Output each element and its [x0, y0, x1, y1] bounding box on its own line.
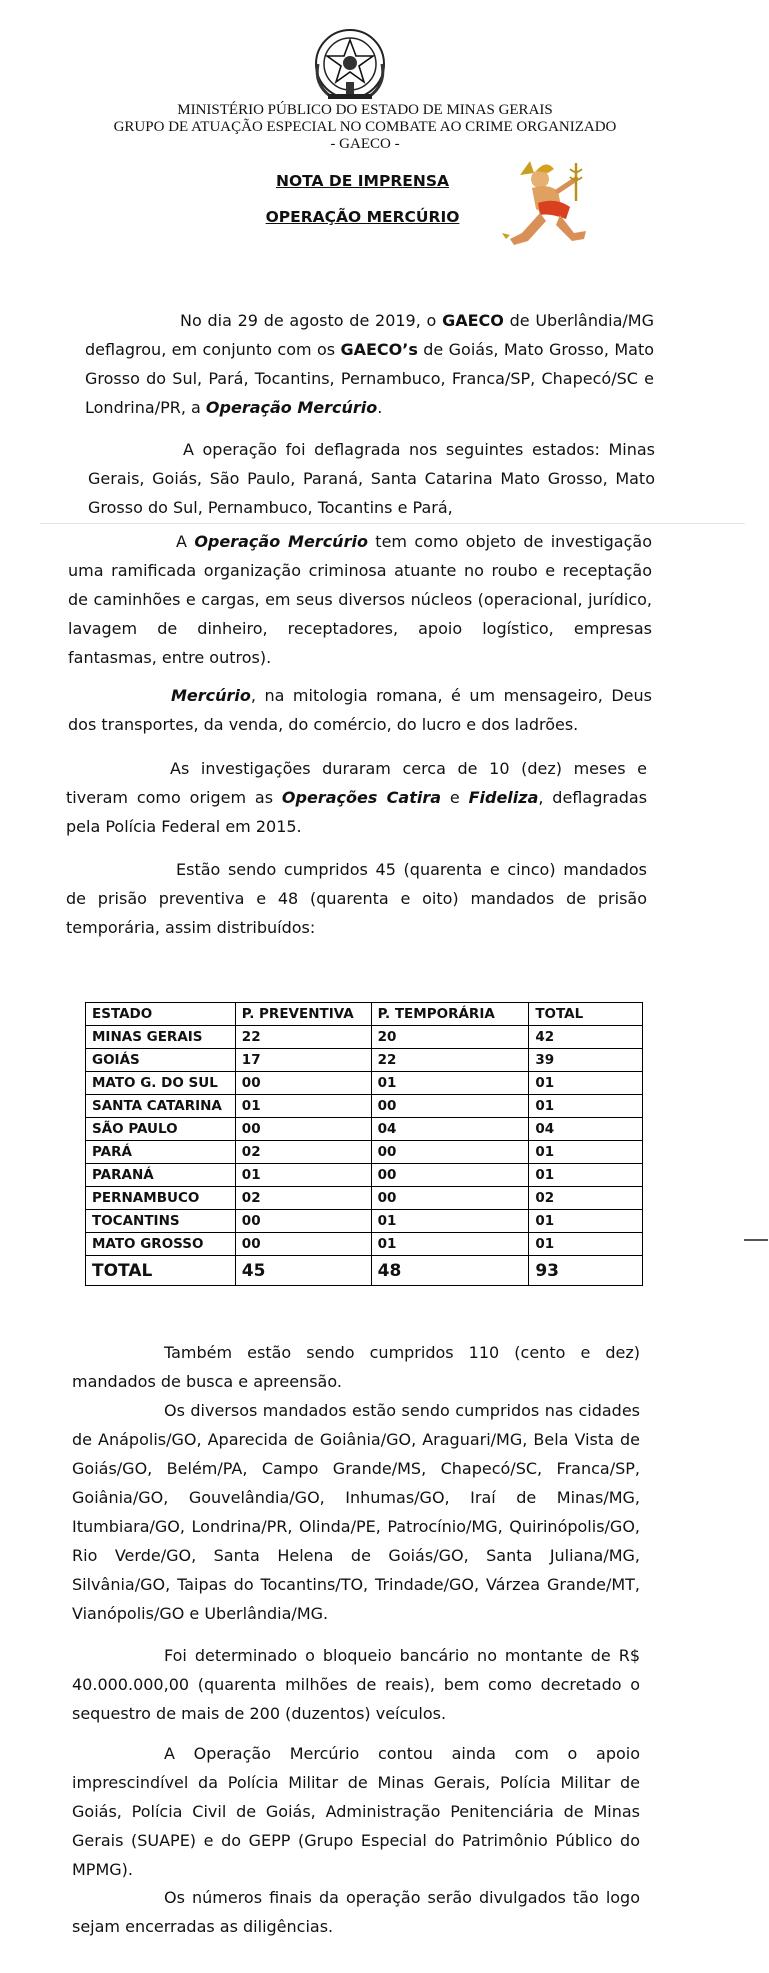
table-cell: 22 [235, 1026, 371, 1049]
table-cell: 01 [529, 1072, 643, 1095]
mercury-figure-icon [500, 155, 592, 253]
table-cell: 00 [235, 1072, 371, 1095]
table-cell: PERNAMBUCO [86, 1187, 236, 1210]
table-header-row [86, 1003, 643, 1026]
paragraph-7: Também estão sendo cumpridos 110 (cento e dez) mandados de busca e apreensão. [72, 1343, 640, 1391]
table-cell: 01 [235, 1095, 371, 1118]
table-cell: 20 [371, 1026, 529, 1049]
paragraph-3: A Operação Mercúrio tem como objeto de investigação uma ramificada organização criminosa atuante no roubo e receptação de caminhões e cargas, em seus diversos núcleos (operacional, jurídico, lavagem de dinheiro, receptadores, apoio logístico, empresas fantasmas, entre outros). [68, 532, 653, 667]
table-cell: 02 [529, 1187, 643, 1210]
table-total-row [86, 1256, 643, 1286]
header-line-3: - GAECO - [330, 136, 400, 152]
table-total-cell: 93 [529, 1256, 643, 1286]
table-cell: 01 [529, 1141, 643, 1164]
table-cell: MINAS GERAIS [86, 1026, 236, 1049]
table-cell: 00 [371, 1164, 529, 1187]
paragraph-4: Mercúrio, na mitologia romana, é um mensageiro, Deus dos transportes, da venda, do comércio, do lucro e dos ladrões. [68, 686, 652, 734]
divider [40, 523, 745, 524]
table-cell: 04 [371, 1118, 529, 1141]
table-cell: 01 [529, 1164, 643, 1187]
table-cell: 01 [235, 1164, 371, 1187]
table-cell: 00 [235, 1233, 371, 1256]
paragraph-9: Foi determinado o bloqueio bancário no montante de R$ 40.000.000,00 (quarenta milhões de reais), bem como decretado o sequestro de mais de 200 (duzentos) veículos. [72, 1646, 640, 1723]
table-cell: GOIÁS [86, 1049, 236, 1072]
table-header-cell: TOTAL [529, 1003, 643, 1026]
table-cell: 01 [371, 1210, 529, 1233]
paragraph-6: Estão sendo cumpridos 45 (quarenta e cinco) mandados de prisão preventiva e 48 (quarenta e oito) mandados de prisão temporária, assim distribuídos: [66, 860, 647, 937]
table-row [86, 1210, 643, 1233]
table-cell: 39 [529, 1049, 643, 1072]
paragraph-5: As investigações duraram cerca de 10 (dez) meses e tiveram como origem as Operações Catira e Fideliza, deflagradas pela Polícia Federal em 2015. [66, 759, 648, 836]
table-total-cell: 48 [371, 1256, 529, 1286]
table-cell: 02 [235, 1141, 371, 1164]
press-note-title: NOTA DE IMPRENSA [276, 172, 449, 190]
table-cell: PARANÁ [86, 1164, 236, 1187]
table-header-cell: P. PREVENTIVA [235, 1003, 371, 1026]
table-cell: 02 [235, 1187, 371, 1210]
table-cell: PARÁ [86, 1141, 236, 1164]
table-cell: MATO G. DO SUL [86, 1072, 236, 1095]
table-header-cell: ESTADO [86, 1003, 236, 1026]
edge-mark [744, 1239, 768, 1241]
table-total-cell: 45 [235, 1256, 371, 1286]
table-cell: 17 [235, 1049, 371, 1072]
coat-of-arms-icon [310, 24, 390, 104]
table-row [86, 1072, 643, 1095]
table-cell: 00 [235, 1118, 371, 1141]
operation-title: OPERAÇÃO MERCÚRIO [265, 208, 460, 226]
warrants-table [85, 1002, 643, 1286]
table-cell: 01 [529, 1233, 643, 1256]
table-cell: 00 [235, 1210, 371, 1233]
table-row [86, 1187, 643, 1210]
table-row [86, 1026, 643, 1049]
header-line-1: MINISTÉRIO PÚBLICO DO ESTADO DE MINAS GERAIS [177, 102, 553, 118]
table-cell: 04 [529, 1118, 643, 1141]
paragraph-8: Os diversos mandados estão sendo cumpridos nas cidades de Anápolis/GO, Aparecida de Goiânia/GO, Araguari/MG, Bela Vista de Goiás/GO, Belém/PA, Campo Grande/MS, Chapecó/SC, Franca/SP, Goiânia/GO, Gouvelândia/GO, Inhumas/GO, Iraí de Minas/MG, Itumbiara/GO, Londrina/PR, Olinda/PE, Patrocínio/MG, Quirinópolis/GO, Rio Verde/GO, Santa Helena de Goiás/GO, Santa Juliana/MG, Silvânia/GO, Taipas do Tocantins/TO, Trindade/GO, Várzea Grande/MT, Vianópolis/GO e Uberlândia/MG. [72, 1401, 640, 1623]
table-cell: 01 [529, 1210, 643, 1233]
header-line-2: GRUPO DE ATUAÇÃO ESPECIAL NO COMBATE AO CRIME ORGANIZADO [113, 119, 617, 135]
table-row [86, 1141, 643, 1164]
table-row [86, 1095, 643, 1118]
table-cell: TOCANTINS [86, 1210, 236, 1233]
table-row [86, 1049, 643, 1072]
table-cell: 01 [529, 1095, 643, 1118]
table-cell: MATO GROSSO [86, 1233, 236, 1256]
table-cell: 22 [371, 1049, 529, 1072]
table-cell: 01 [371, 1072, 529, 1095]
paragraph-2: A operação foi deflagrada nos seguintes estados: Minas Gerais, Goiás, São Paulo, Paraná, Santa Catarina Mato Grosso, Mato Grosso do Sul, Pernambuco, Tocantins e Pará, [88, 440, 655, 517]
paragraph-10: A Operação Mercúrio contou ainda com o apoio imprescindível da Polícia Militar de Minas Gerais, Polícia Militar de Goiás, Polícia Civil de Goiás, Administração Penitenciária de Minas Gerais (SUAPE) e do GEPP (Grupo Especial do Patrimônio Público do MPMG). [72, 1744, 640, 1879]
table-cell: SÃO PAULO [86, 1118, 236, 1141]
table-cell: SANTA CATARINA [86, 1095, 236, 1118]
table-cell: 00 [371, 1187, 529, 1210]
table-cell: 01 [371, 1233, 529, 1256]
paragraph-1: No dia 29 de agosto de 2019, o GAECO de Uberlândia/MG deflagrou, em conjunto com os GAECO’s de Goiás, Mato Grosso, Mato Grosso do Sul, Pará, Tocantins, Pernambuco, Franca/SP, Chapecó/SC e Londrina/PR, a Operação Mercúrio. [85, 311, 655, 417]
paragraph-11: Os números finais da operação serão divulgados tão logo sejam encerradas as diligências. [72, 1888, 640, 1936]
table-row [86, 1233, 643, 1256]
table-row [86, 1164, 643, 1187]
table-header-cell: P. TEMPORÁRIA [371, 1003, 529, 1026]
table-cell: 00 [371, 1141, 529, 1164]
table-cell: 42 [529, 1026, 643, 1049]
table-total-cell: TOTAL [86, 1256, 236, 1286]
table-row [86, 1118, 643, 1141]
table-cell: 00 [371, 1095, 529, 1118]
